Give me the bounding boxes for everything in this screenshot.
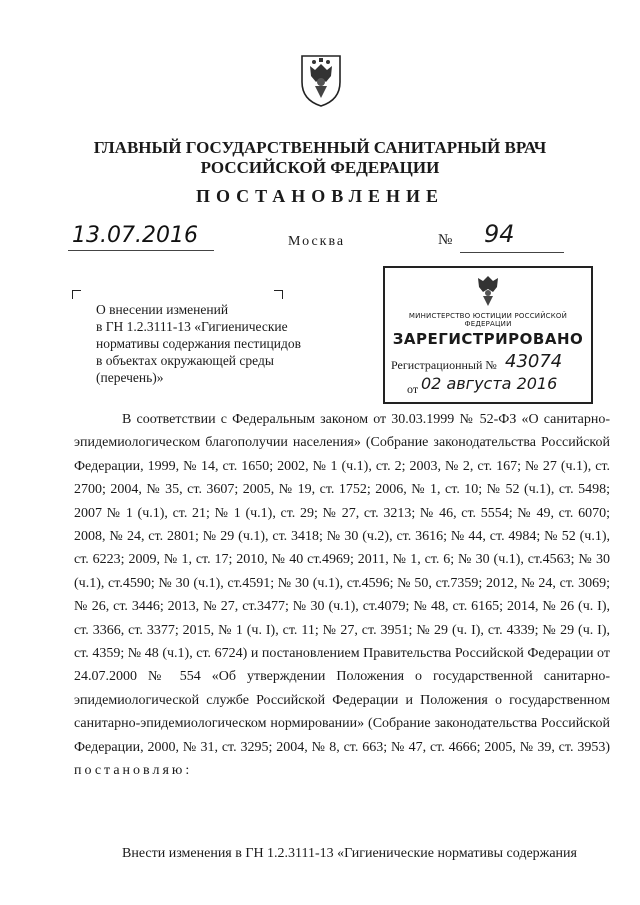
subject-line: в ГН 1.2.3111-13 «Гигиенические	[96, 319, 288, 334]
stamp-registered: ЗАРЕГИСТРИРОВАНО	[392, 330, 584, 348]
issuing-authority	[80, 138, 560, 178]
stamp-from-label: от	[407, 382, 419, 396]
stamp-reg-number: 43074	[505, 351, 563, 372]
body-paragraph	[74, 408, 610, 783]
subject-line: в объектах окружающей среды	[96, 353, 274, 368]
subject-bracket-left	[72, 290, 81, 299]
subject-line: нормативы содержания пестицидов	[96, 336, 301, 351]
document-date: 13.07.2016	[72, 223, 198, 248]
document-number: 94	[484, 220, 515, 248]
city: Москва	[288, 234, 346, 249]
number-underline	[460, 252, 564, 253]
subject-line: О внесении изменений	[96, 302, 229, 317]
decree-word: постановляю:	[74, 763, 193, 779]
stamp-emblem-icon	[469, 272, 507, 310]
document-type: ПОСТАНОВЛЕНИЕ	[195, 186, 445, 206]
stamp-ministry: МИНИСТЕРСТВО ЮСТИЦИИ РОССИЙСКОЙ ФЕДЕРАЦИИ	[408, 312, 568, 328]
date-underline	[68, 250, 214, 251]
document-body	[74, 408, 610, 783]
registration-stamp	[383, 266, 593, 404]
stamp-reg-label: Регистрационный №	[391, 358, 497, 372]
stamp-reg-date: 02 августа 2016	[421, 374, 558, 393]
authority-line-1: ГЛАВНЫЙ ГОСУДАРСТВЕННЫЙ САНИТАРНЫЙ ВРАЧ	[93, 138, 547, 157]
number-label: №	[438, 232, 453, 248]
subject-line: (перечень)»	[96, 370, 164, 385]
subject-bracket-right	[274, 290, 283, 299]
body-text: В соответствии с Федеральным законом от 30.03.1999 № 52-ФЗ «О санитарно-эпидемиологическом благополучии населения» (Собрание законодательства Российской Федерации, 1999, № 14, ст. 1650; 2002, № 1 (ч.1), ст. 2; 2003, № 2, ст. 167; № 27 (ч.1), ст. 2700; 2004, № 35, ст. 3607; 2005, № 19, ст. 1752; 2006, № 1, ст. 10; № 52 (ч.1), ст. 5498; 2007 № 1 (ч.1), ст. 21; № 1 (ч.1), ст. 29; № 27, ст. 3213; № 46, ст. 5554; № 49, ст. 6070; 2008, № 24, ст. 2801; № 29 (ч.1), ст. 3418; № 30 (ч.2), ст. 3616; № 44, ст. 4984; № 52 (ч.1), ст. 6223; 2009, № 1, ст. 17; 2010, № 40 ст.4969; 2011, № 1, ст. 6; № 30 (ч.1), ст.4563; № 30 (ч.1), ст.4590; № 30 (ч.1), ст.4591; № 30 (ч.1), ст.4596; № 50, ст.7359; 2012, № 24, ст. 3069; № 26, ст. 3446; 2013, № 27, ст.3477; № 30 (ч.1), ст.4079; № 48, ст. 6165; 2014, № 26 (ч. I), ст. 3366, ст. 3377; 2015, № 1 (ч. I), ст. 11; № 27, ст. 3951; № 29 (ч. I), ст. 4339; № 29 (ч. I), ст. 4359; № 48 (ч.1), ст. 6724) и постановлением Правительства Российской Федерации от 24.07.2000 № 554 «Об утверждении Положения о государственной санитарно-эпидемиологической службе Российской Федерации и Положения о государственном санитарно-эпидемиологическом нормировании» (Собрание законодательства Российской Федерации, 2000, № 31, ст. 3295; 2004, № 8, ст. 663; № 47, ст. 4666; 2005, № 39, ст. 3953)	[74, 412, 610, 755]
coat-of-arms-icon	[296, 52, 346, 108]
document-subject	[96, 301, 336, 386]
final-paragraph: Внести изменения в ГН 1.2.3111-13 «Гигиенические нормативы содержания	[122, 846, 577, 861]
authority-line-2: РОССИЙСКОЙ ФЕДЕРАЦИИ	[200, 158, 440, 177]
